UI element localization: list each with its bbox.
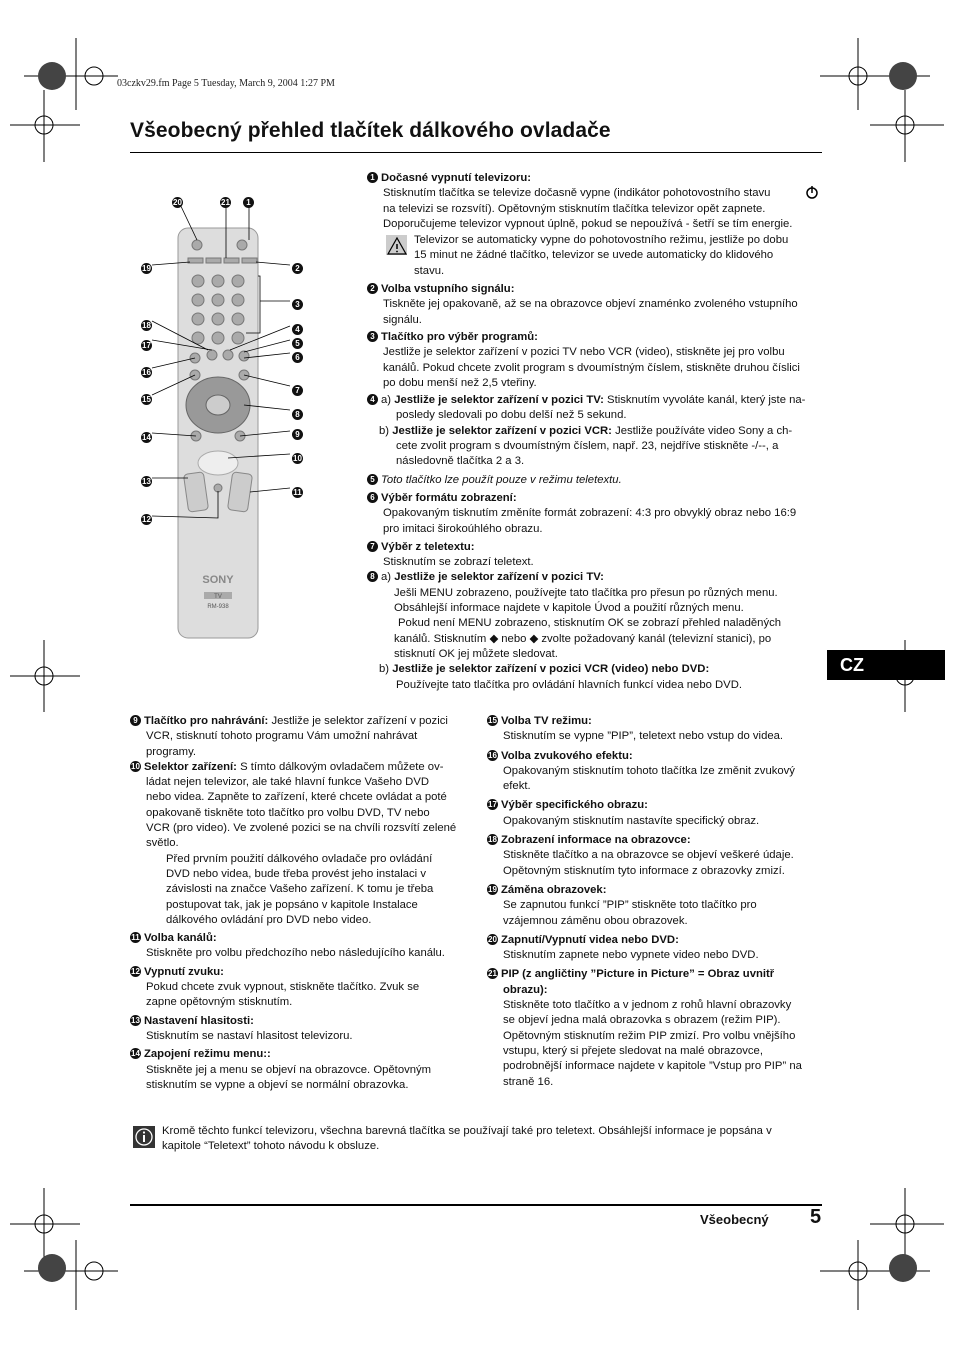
item-19: 19 Záměna obrazovek: (488, 883, 607, 896)
item-7: 7 Výběr z teletextu: (367, 540, 827, 555)
item-2: 2 Volba vstupního signálu: (367, 282, 827, 297)
item-15: 15 Volba TV režimu: (488, 715, 592, 727)
remote-callout-3: 3 (292, 299, 303, 310)
item-12: 12 Vypnutí zvuku: (131, 965, 224, 978)
remote-callout-9: 9 (292, 429, 303, 440)
item-11: 11 Volba kanálů: (131, 932, 217, 945)
info-note: Kromě těchto funkcí televizoru, všechna barevná tlačítka se používají také pro teletext. Obsáhlejší informace je popsána v kapitole “Teletext” tohoto návodu k obsluze. (162, 1125, 772, 1153)
item-4: 4 a) Jestliže je selektor zařízení v pozici TV: Stisknutím vyvoláte kanál, který jste na- (367, 393, 827, 408)
item-20: 20 Zapnutí/Vypnutí videa nebo DVD: (488, 933, 679, 946)
remote-callout-5: 5 (292, 338, 303, 349)
item-10: 10 Selektor zařízení: S tímto dálkovým ovladačem můžete ov- (131, 760, 444, 773)
item-21: 21 PIP (z angličtiny ”Picture in Picture” = Obraz uvnitř (488, 968, 775, 981)
items-right: 1 Dočasné vypnutí televizoru: Stisknutím tlačítka se televize dočasně vypne (indikátor pohotovostního stavu na televizi se rozsvítí). Opětovným stisknutím tlačítka televizor opět zapnete. Doporučujeme televizor vypnout úplně, pokud se nepoužívá - šetří se tím energie. Televizor se automaticky vypne do pohotovostního režimu, jestliže po dobu 15 minut ne žádné tlačítko, televizor se uvede automaticky do klidového stavu. 2 Volba vstupního signálu: Tiskněte jej opakovaně, až se na obrazovce objeví znaménko zvoleného vstupního signálu. 3 Tlačítko pro výběr programů: Jestliže je selektor zařízení v pozici TV nebo VCR (video), stiskněte jej pro volbu kanálů. Pokud chcete zvolit program s dvoumístným číslem, stiskněte druhou číslici po dobu menší než 2,5 vteřiny. 4 a) Jestliže je selektor zařízení v pozici TV: Stisknutím vyvoláte kanál, který jste na- posledy sledovali po dobu delší než 5 sekund. b) Jestliže je selektor zařízení v pozici VCR: Jestliže používáte video Sony a ch- cete zvolit program s dvoumístným číslem, např. 23, nejdříve stiskněte -/--, a následovně tlačítka 2 a 3. 5 Toto tlačítko lze použít pouze v režimu teletextu. 6 Výběr formátu zobrazení: Opakovaným tisknutím změníte formát zobrazení: 4:3 pro obvyklý obraz nebo 16:9 pro imitaci širokoúhlého obrazu. 7 Výběr z teletextu: Stisknutím se zobrazí teletext. 8 a) Jestliže je selektor zařízení v pozici TV: Ješli MENU zobrazeno, používejte tato tlačítka pro přesun po různých menu. Obsáhlejší informace najdete v kapitole Úvod a použití různých menu. Pokud není MENU zobrazeno, stisknutím OK se zobrazí přehled naladěných kanálů. Stisknutím ◆ nebo ◆ zvolte požadovaný kanál (televizní stanici), po stisknutí OK jej můžete sledovat. b) Jestliže je selektor zařízení v pozici VCR (video) nebo DVD: Používejte tato tlačítka pro ovládání hlavních funkcí videa nebo DVD. (367, 171, 827, 693)
remote-model: RM-938 (207, 604, 229, 610)
footer-rule (130, 1204, 822, 1206)
remote-callout-19: 19 (142, 264, 151, 273)
item-8: 8 a) Jestliže je selektor zařízení v pozici TV: (367, 570, 827, 585)
remote-callout-1: 1 (243, 197, 254, 208)
item-1: 1 Dočasné vypnutí televizoru: (367, 171, 827, 186)
remote-callout-10: 10 (293, 454, 302, 463)
item-6: 6 Výběr formátu zobrazení: (367, 491, 827, 506)
item-3: 3 Tlačítko pro výběr programů: (367, 330, 827, 345)
remote-callout-20: 20 (173, 198, 182, 207)
language-tab: CZ (827, 650, 945, 680)
warning-icon (386, 235, 407, 255)
footer-section: Všeobecný (700, 1212, 769, 1227)
remote-callout-11: 11 (293, 488, 302, 497)
page-number: 5 (810, 1206, 822, 1228)
remote-callout-13: 13 (142, 477, 151, 486)
item-17: 17 Výběr specifického obrazu: (488, 799, 648, 812)
item-13: 13 Nastavení hlasitosti: (131, 1014, 254, 1027)
items-left: 9 Tlačítko pro nahrávání: Jestliže je selektor zařízení v pozici VCR, stisknutí tohoto programu Vám umožní nahrávat programy. 10 Selektor zařízení: S tímto dálkovým ovladačem můžete ov- ládat nejen televizor, ale také hlavní funkce Vašeho DVD nebo videa. Zapněte to zařízení, které chcete ovládat a poté opakovaně tiskněte toto tlačítko pro volbu DVD, TV nebo VCR (pro video). Ve zvolené pozici se na chvíli rozsvítí zelené světlo. Před prvním použití dálkového ovladače pro ovládání DVD nebo videa, bude třeba provést jeho instalaci v závislosti na značce Vašeho zařízení. K tomu je třeba postupovat tak, jak je popsáno v kapitole Instalace dálkového ovládání pro DVD nebo video. 11 Volba kanálů: Stiskněte pro volbu předchozího nebo následujícího kanálu. 12 Vypnutí zvuku: Pokud chcete zvuk vypnout, stiskněte tlačítko. Zvuk se zapne opětovným stisknutím. 13 Nastavení hlasitosti: Stisknutím se nastaví hlasitost televizoru. 14 Zapojení režimu menu:: Stiskněte jej a menu se objeví na obrazovce. Opětovným stisknutím se vypne a objeví se normální obrazovka. (130, 714, 475, 1093)
remote-callout-18: 18 (142, 321, 151, 330)
remote-callout-4: 4 (292, 324, 303, 335)
remote-illustration (140, 188, 315, 648)
item-5: 5 Toto tlačítko lze použít pouze v režimu teletextu. (367, 473, 827, 488)
item-18: 18 Zobrazení informace na obrazovce: (488, 834, 691, 847)
remote-tv-label: TV (214, 594, 222, 600)
remote-callout-7: 7 (292, 385, 303, 396)
page-title: Všeobecný přehled tlačítek dálkového ovladače (130, 119, 611, 142)
warning-note: Televizor se automaticky vypne do pohotovostního režimu, jestliže po dobu 15 minut ne žádné tlačítko, televizor se uvede automaticky do klidového stavu. (367, 233, 827, 279)
remote-callout-21: 21 (221, 198, 230, 207)
remote-callout-6: 6 (292, 352, 303, 363)
file-meta: 03czkv29.fm Page 5 Tuesday, March 9, 2004 1:27 PM (117, 78, 335, 89)
remote-brand: SONY (202, 574, 234, 586)
item-14: 14 Zapojení režimu menu:: (131, 1048, 271, 1061)
remote-callout-17: 17 (142, 341, 151, 350)
remote-callout-16: 16 (142, 368, 151, 377)
remote-callout-8: 8 (292, 409, 303, 420)
remote-callout-2: 2 (292, 263, 303, 274)
info-icon (133, 1126, 155, 1148)
item-9: 9 Tlačítko pro nahrávání: Jestliže je selektor zařízení v pozici (130, 714, 475, 729)
remote-callout-12: 12 (142, 515, 151, 524)
remote-callout-14: 14 (142, 433, 151, 442)
remote-callout-15: 15 (142, 395, 151, 404)
power-icon (805, 184, 819, 200)
items-mid: 15 Volba TV režimu: Stisknutím se vypne ”PIP”, teletext nebo vstup do videa. 16 Volba zvukového efektu: Opakovaným stisknutím tohoto tlačítka lze změnit zvukový efekt. 17 Výběr specifického obrazu: Opakovaným stisknutím nastavíte specifický obraz. 18 Zobrazení informace na obrazovce: Stiskněte tlačítko a na obrazovce se objeví veškeré údaje. Opětovným stisknutím tyto informace z obrazovky zmizí. 19 Záměna obrazovek: Se zapnutou funkcí ”PIP” stiskněte toto tlačítko pro vzájemnou záměnu obou obrazovek. 20 Zapnutí/Vypnutí videa nebo DVD: Stisknutím zapnete nebo vypnete video nebo DVD. 21 PIP (z angličtiny ”Picture in Picture” = Obraz uvnitř obrazu): Stiskněte toto tlačítko a v jednom z rohů hlavní obrazovky se objeví jedna malá obrazovka s obrazem (režim PIP). Opětovným stisknutím režim PIP zmizí. Pro volbu vnějšího vstupu, který si přejete sledovat na malé obrazovce, podrobnější informace najdete v kapitole ”Vstup pro PIP” na straně 16. (487, 714, 832, 1090)
item-16: 16 Volba zvukového efektu: (488, 749, 633, 762)
title-rule (130, 152, 822, 153)
